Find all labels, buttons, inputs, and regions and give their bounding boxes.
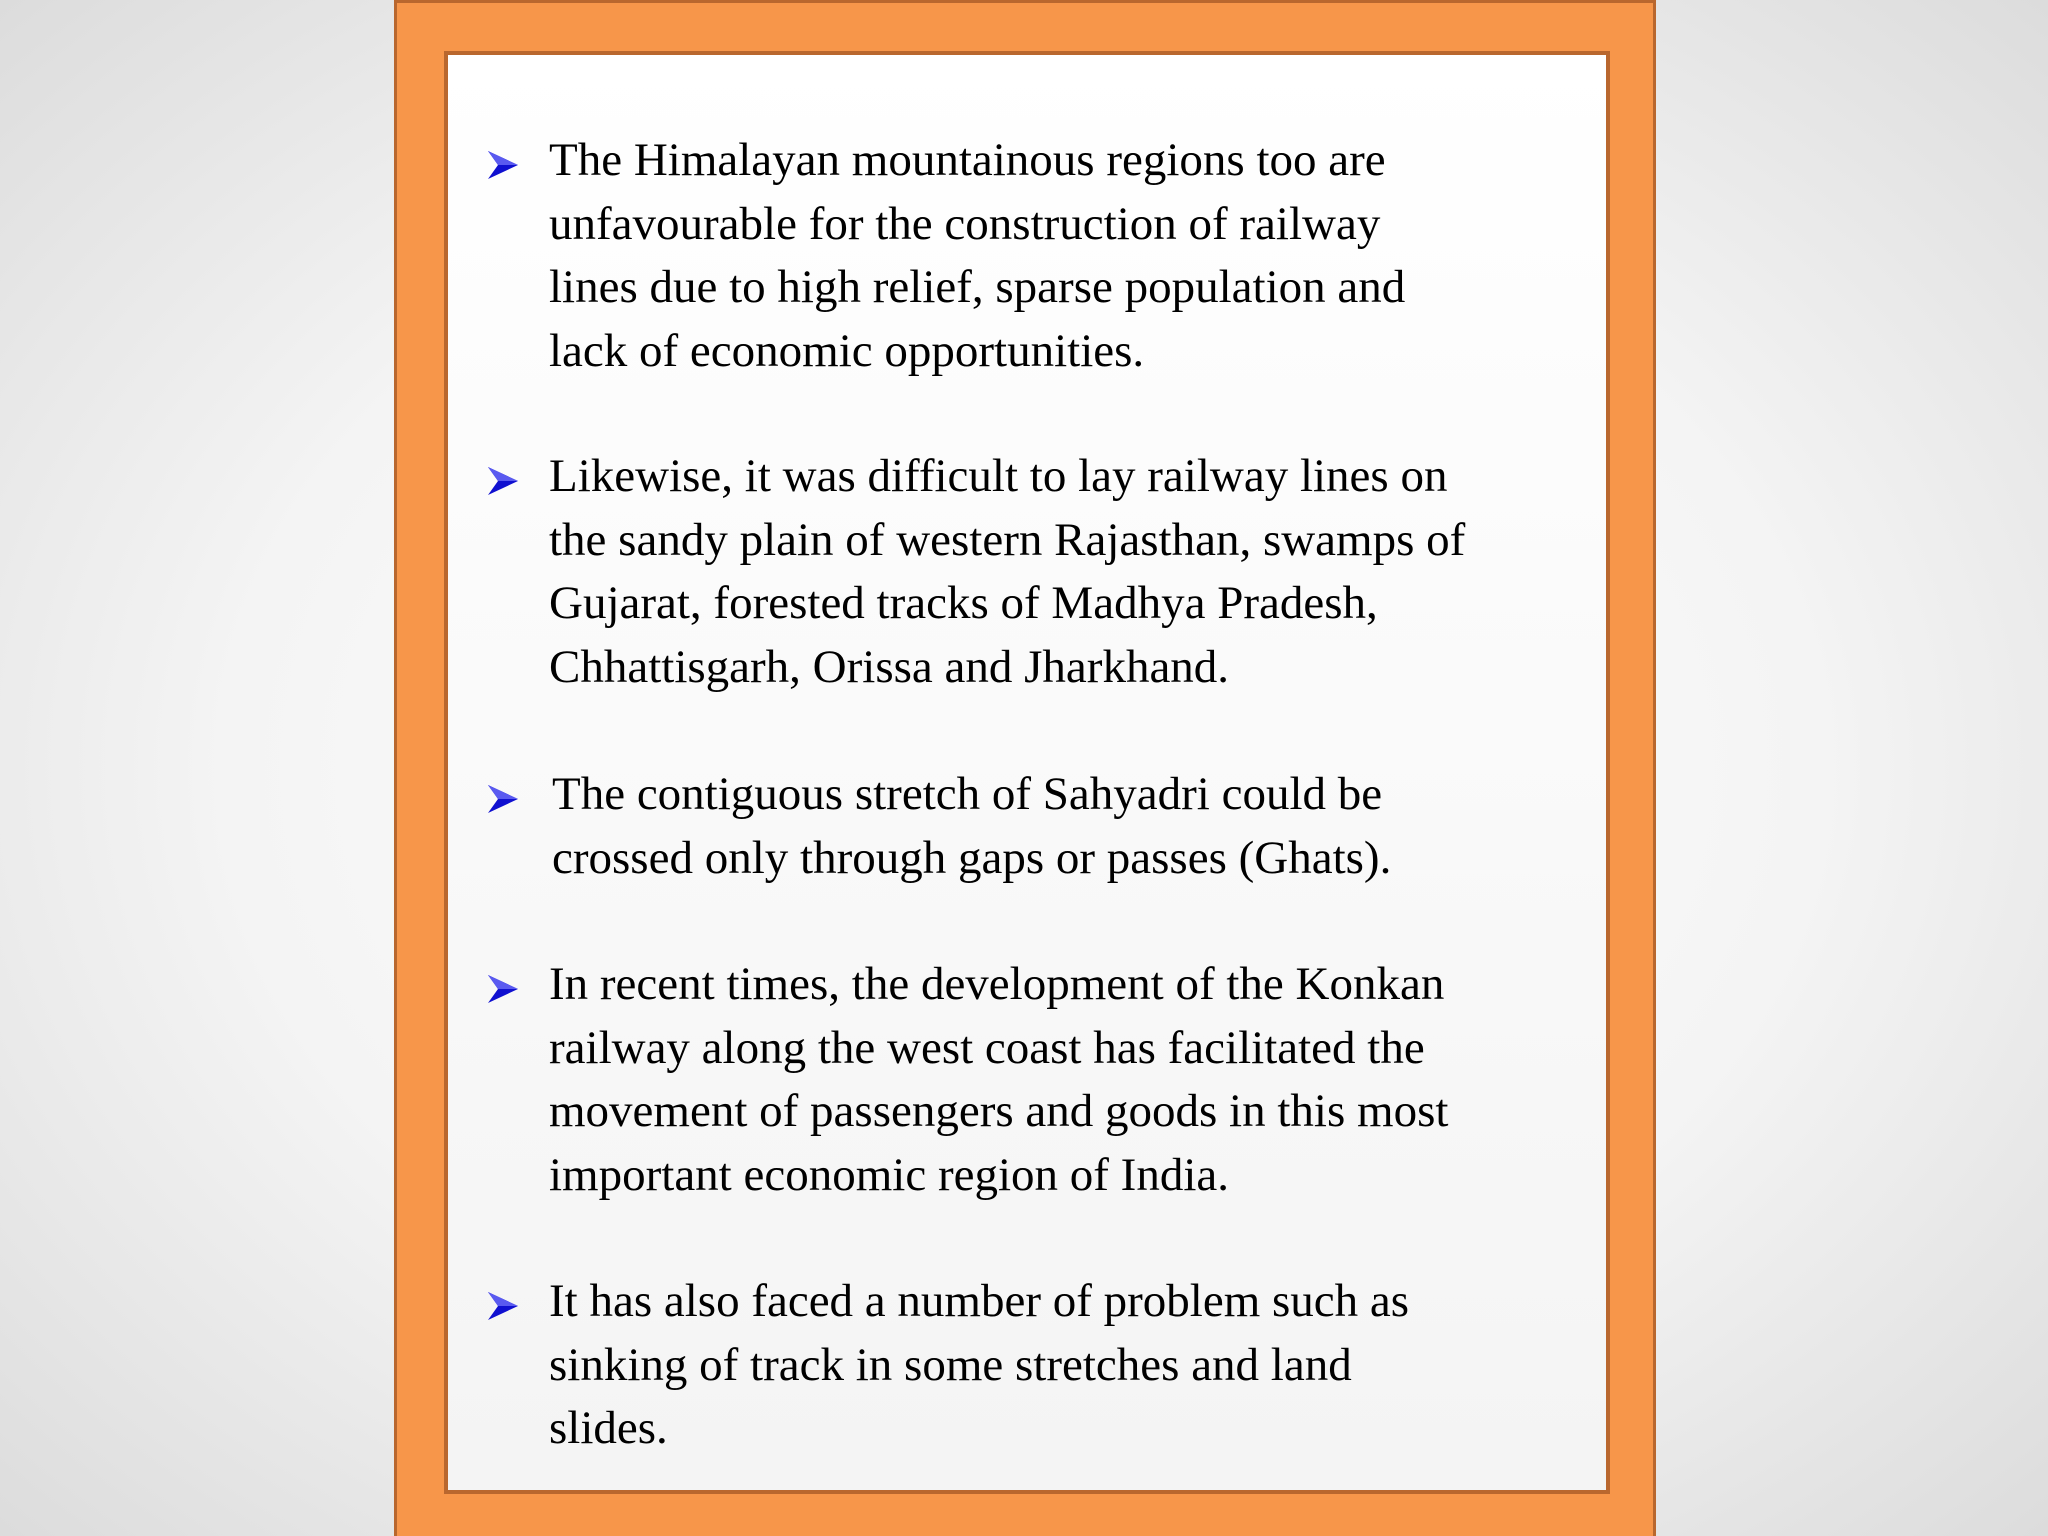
bullet-text: The Himalayan mountainous regions too are unfavourable for the construction of railway lines due to high relief, sparse population and lack of economic opportunities. — [549, 134, 1406, 377]
arrow-bullet-icon — [486, 1290, 520, 1322]
content-box — [444, 51, 1610, 1494]
slide-frame — [394, 0, 1656, 1536]
arrow-bullet-icon — [486, 149, 520, 181]
bullet-text: It has also faced a number of problem such as sinking of track in some stretches and land slides. — [549, 1275, 1410, 1454]
arrow-bullet-icon — [486, 973, 520, 1005]
bullet-text: In recent times, the development of the Konkan railway along the west coast has facilitated the movement of passengers and goods in this most important economic region of India. — [549, 958, 1449, 1201]
arrow-bullet-icon — [486, 783, 520, 815]
arrow-bullet-icon — [486, 465, 520, 497]
bullet-text: Likewise, it was difficult to lay railway lines on the sandy plain of western Rajasthan, swamps of Gujarat, forested tracks of Madhya Pradesh, Chhattisgarh, Orissa and Jharkhand. — [549, 450, 1466, 693]
bullet-text: The contiguous stretch of Sahyadri could be crossed only through gaps or passes (Ghats). — [552, 768, 1392, 884]
